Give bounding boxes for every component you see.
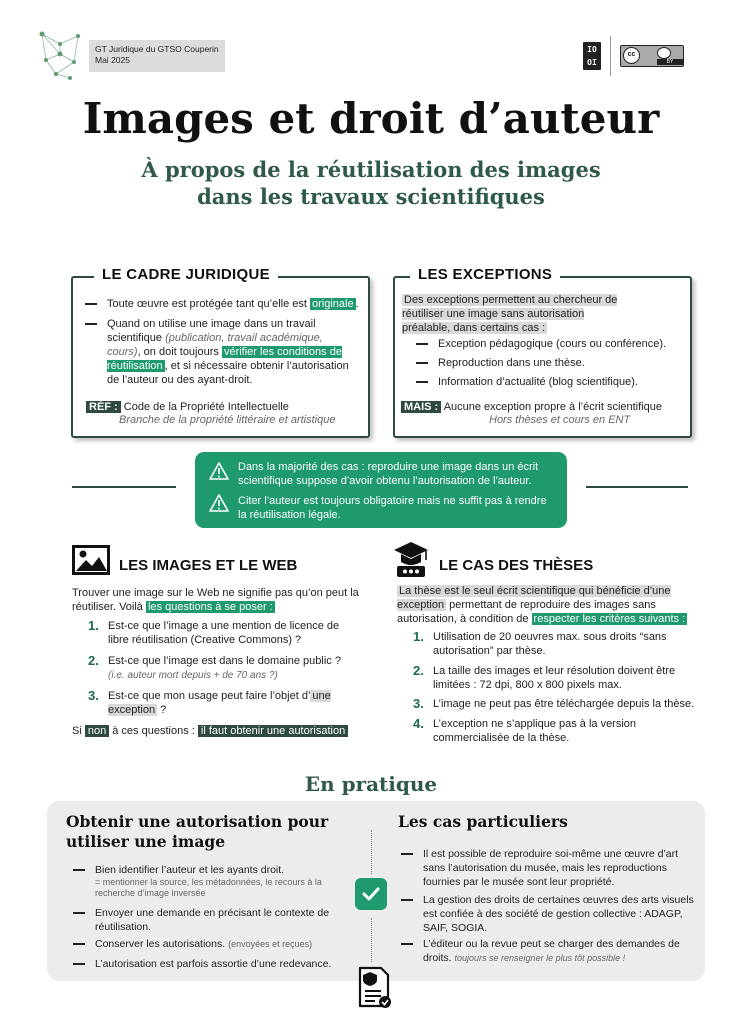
cadre-item-2: Quand on utilise une image dans un travail scientifique (publication, travail académique, cours), on doit toujours vérifier les conditions de réutilisation , et si nécessaire obtenir l’autorisation de l’auteur ou des ayant-droit. [85,317,357,387]
document-certificate-icon [357,965,393,1012]
pratique-left-title: Obtenir une autorisation pour utiliser une image [66,812,329,851]
theses-item-3: 3. L’image ne peut pas être téléchargée depuis la thèse. [413,696,695,711]
pratique-right-item-1: Il est possible de reproduire soi-même une œuvre d’art sans l’autorisation du musée, mais les reproductions fournies par le musée sont leur propriété. [401,847,701,889]
exceptions-intro: Des exceptions permettent au chercheur de réutiliser une image sans autorisation préalable, dans certains cas : [402,294,618,334]
theses-item-1: 1. Utilisation de 20 oeuvres max. sous droits “sans autorisation” par thèse. [413,629,667,657]
theses-title: LE CAS DES THÈSES [439,557,594,574]
pratique-left-item-3: Conserver les autorisations. (envoyées et reçues) [73,937,343,951]
warning-icon-1 [209,462,229,484]
person-icon [657,47,671,59]
exception-item-2: Reproduction dans une thèse. [416,356,686,370]
ref-text: Code de la Propriété Intellectuelle [123,401,289,413]
header-divider [610,36,611,76]
page-subtitle: À propos de la réutilisation des images dans les travaux scientifiques [141,157,601,209]
theses-item-2: 2. La taille des images et leur résolution doivent être limitées : 72 dpi, 800 x 800 pixels max. [413,663,676,691]
pratique-divider-bottom [371,918,372,962]
warning-box [195,452,567,528]
web-question-3: 3. Est-ce que mon usage peut faire l’objet d’ une exception ? [88,688,331,716]
web-title: LES IMAGES ET LE WEB [119,557,298,574]
warning-text-1: Dans la majorité des cas : reproduire une image dans un écrit scientifique suppose d’avoir obtenu l’autorisation de l’auteur. [238,461,539,487]
mais-sub: Hors thèses et cours en ENT [489,414,631,426]
cadre-item-1: Toute œuvre est protégée tant qu’elle est originale . [85,297,365,311]
exceptions-title: LES EXCEPTIONS [410,266,560,283]
warning-line-left [72,486,176,488]
open-access-icon: IO OI [583,42,601,70]
image-icon [72,545,110,578]
theses-intro: La thèse est le seul écrit scientifique qui bénéficie d’une exception permettant de reproduire des images sans autorisation, à condition de respecter les critères suivants : [397,585,686,625]
check-icon [355,878,387,910]
graduation-cap-icon [393,540,429,581]
cadre-title: LE CADRE JURIDIQUE [94,266,278,283]
ref-sub: Branche de la propriété littéraire et artistique [119,414,336,426]
web-conclusion: Si non à ces questions : il faut obtenir une autorisation [72,724,372,738]
web-question-1: 1. Est-ce que l’image a une mention de licence de libre réutilisation (Creative Commons) ? [88,618,340,646]
pratique-right-item-2: La gestion des droits de certaines œuvres des arts visuels est confiée à des société de gestion collective : ADAGP, SAIF, SOGIA. [401,893,701,935]
pratique-divider-top [371,830,372,874]
pratique-right-title: Les cas particuliers [398,812,568,831]
pratique-left-item-2: Envoyer une demande en précisant le contexte de réutilisation. [73,906,343,934]
exception-item-3: Information d’actualité (blog scientifique). [416,375,686,389]
mais-text: Aucune exception propre à l’écrit scientifique [443,401,662,413]
warning-icon-2 [209,494,229,516]
warning-text-2: Citer l’auteur est toujours obligatoire mais ne suffit pas à rendre la réutilisation légale. [238,495,547,521]
cc-by-license-icon [620,45,684,67]
ref-tag: RÉF : [86,401,121,413]
exception-item-1: Exception pédagogique (cours ou conférence). [416,337,686,351]
exceptions-mais [401,401,686,427]
pratique-left-item-1: Bien identifier l’auteur et les ayants droit. = mentionner la source, les métadonnées, le recours à la recherche d’image inversée [73,863,343,899]
mais-tag: MAIS : [401,401,441,413]
pratique-left-item-4: L’autorisation est parfois assortie d’une redevance. [73,957,348,971]
theses-item-4: 4. L’exception ne s’applique pas à la version commercialisée de la thèse. [413,716,637,744]
header-org: GT Juridique du GTSO Couperin [95,44,219,54]
page-title: Images et droit d’auteur [82,94,660,143]
cadre-ref [86,401,356,427]
warning-line-right [586,486,688,488]
pratique-title: En pratique [304,772,438,796]
network-logo-icon [34,26,86,82]
header-org-block [89,40,225,72]
by-label: BY [657,59,683,65]
pratique-right-item-3: L’éditeur ou la revue peut se charger des demandes de droits. toujours se renseigner le plus tôt possible ! [401,937,701,965]
web-intro: Trouver une image sur le Web ne signifie pas qu’on peut la réutiliser. Voilà les questions à se poser : [72,587,359,613]
cc-icon: cc [623,47,640,64]
web-question-2: 2. Est-ce que l’image est dans le domaine public ? (i.e. auteur mort depuis + de 70 ans ?) [88,653,341,681]
header-date: Mai 2025 [95,55,130,65]
